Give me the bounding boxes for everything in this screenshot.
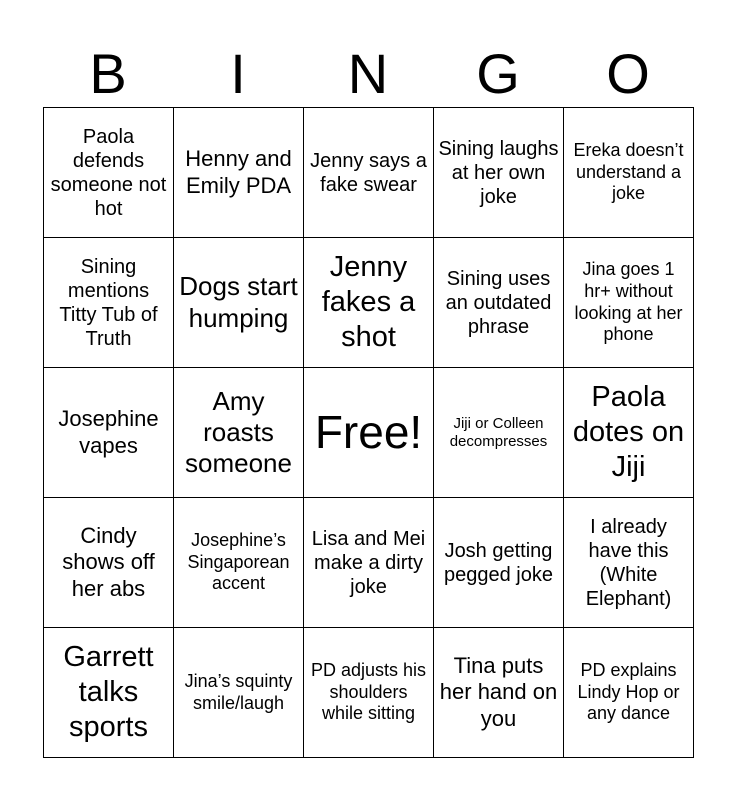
board-row [44,498,694,628]
bingo-cell[interactable]: Sining uses an outdated phrase [434,238,564,368]
bingo-cell[interactable]: Jina goes 1 hr+ without looking at her phone [564,238,694,368]
bingo-cell[interactable]: I already have this (White Elephant) [564,498,694,628]
bingo-cell[interactable]: Amy roasts someone [174,368,304,498]
bingo-cell[interactable]: Josephine’s Singaporean accent [174,498,304,628]
header-letter-b: B [89,42,127,105]
bingo-cell[interactable]: Tina puts her hand on you [434,628,564,758]
bingo-cell[interactable]: Lisa and Mei make a dirty joke [304,498,434,628]
header-letter-g: G [476,42,520,105]
bingo-board [43,107,694,758]
bingo-cell[interactable]: Josh getting pegged joke [434,498,564,628]
board-row [44,368,694,498]
bingo-cell[interactable]: PD explains Lindy Hop or any dance [564,628,694,758]
board-row [44,238,694,368]
header-letter-n: N [347,42,389,105]
bingo-cell[interactable]: Paola dotes on Jiji [564,368,694,498]
board-row [44,108,694,238]
bingo-cell[interactable]: Dogs start humping [174,238,304,368]
bingo-header [43,40,693,108]
header-letter-i: I [230,42,246,105]
bingo-cell[interactable]: PD adjusts his shoulders while sitting [304,628,434,758]
bingo-cell[interactable]: Garrett talks sports [44,628,174,758]
bingo-cell[interactable]: Jiji or Colleen decompresses [434,368,564,498]
free-space-cell[interactable]: Free! [304,368,434,498]
board-row [44,628,694,758]
bingo-cell[interactable]: Jenny says a fake swear [304,108,434,238]
bingo-cell[interactable]: Sining laughs at her own joke [434,108,564,238]
bingo-cell[interactable]: Josephine vapes [44,368,174,498]
bingo-cell[interactable]: Paola defends someone not hot [44,108,174,238]
bingo-cell[interactable]: Cindy shows off her abs [44,498,174,628]
bingo-cell[interactable]: Henny and Emily PDA [174,108,304,238]
bingo-cell[interactable]: Jenny fakes a shot [304,238,434,368]
bingo-cell[interactable]: Jina’s squinty smile/laugh [174,628,304,758]
bingo-cell[interactable]: Sining mentions Titty Tub of Truth [44,238,174,368]
header-letter-o: O [606,42,650,105]
bingo-cell[interactable]: Ereka doesn’t understand a joke [564,108,694,238]
